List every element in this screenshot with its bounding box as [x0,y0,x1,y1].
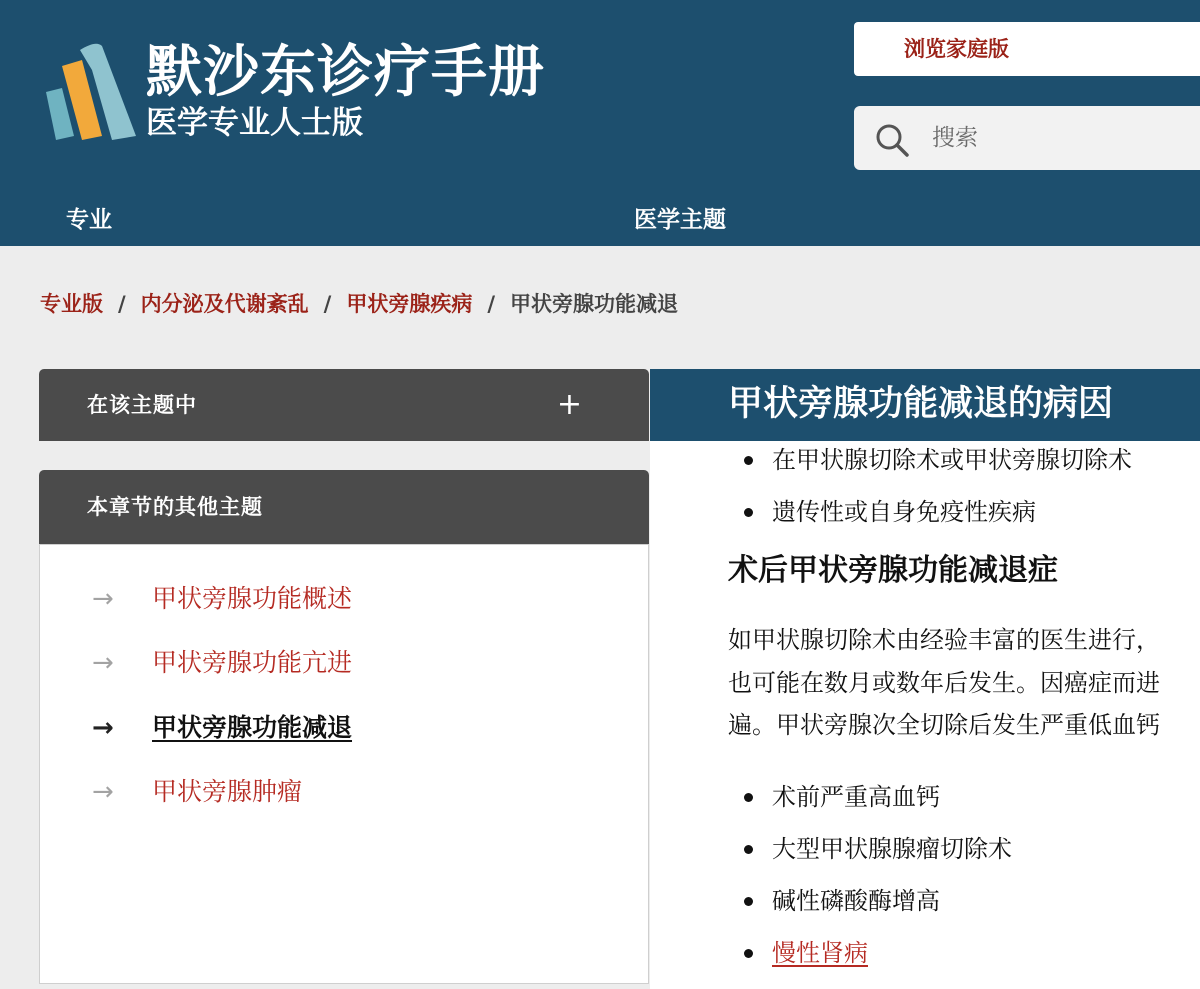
bullet-icon [744,793,753,802]
list-item: 大型甲状腺腺瘤切除术 [772,831,1012,867]
in-topic-toggle[interactable] [39,369,649,441]
breadcrumb-link-parathyroid[interactable]: 甲状旁腺疾病 [346,292,473,316]
nav-medical-topics[interactable]: 医学主题 [634,207,726,233]
consumer-version-button[interactable]: 浏览家庭版 [854,22,1200,76]
list-item: 碱性磷酸酶增高 [772,883,940,919]
paragraph-line: 遍。甲状旁腺次全切除后发生严重低血钙 [728,711,1160,739]
breadcrumb-separator: / [118,292,126,316]
site-header [0,0,1200,246]
search-box[interactable] [854,106,1200,170]
section-title: 甲状旁腺功能减退的病因 [650,369,1200,441]
chapter-topics-header [39,470,649,544]
breadcrumb-link-professional[interactable]: 专业版 [40,292,103,316]
list-item: 术前严重高血钙 [772,779,940,815]
chapter-topics-title: 本章节的其他主题 [87,495,263,519]
sidebar-item-label[interactable]: 甲状旁腺功能概述 [152,584,353,613]
chronic-kidney-disease-link[interactable]: 慢性肾病 [772,939,868,967]
breadcrumb-separator: / [323,292,332,316]
search-icon[interactable] [874,122,910,158]
paragraph-line: 也可能在数月或数年后发生。因癌症而进 [728,669,1160,697]
breadcrumb-current: 甲状旁腺功能减退 [510,292,679,316]
plus-icon[interactable]: + [556,387,583,422]
sidebar-item-hyperparathyroidism[interactable] [92,643,352,683]
bullet-icon [744,897,753,906]
arrow-right-icon: → [92,648,114,678]
sidebar-item-label[interactable]: 甲状旁腺肿瘤 [152,777,303,806]
search-input[interactable] [932,116,1192,160]
bullet-icon [744,456,753,465]
breadcrumb-link-endocrine[interactable]: 内分泌及代谢紊乱 [140,292,309,316]
msd-manuals-logo[interactable] [40,40,140,142]
subheading: 术后甲状旁腺功能减退症 [728,553,1058,588]
sidebar-item-tumors[interactable] [92,772,302,812]
arrow-right-icon: → [92,777,114,807]
nav-professional[interactable]: 专业 [66,207,112,233]
list-item: 在甲状腺切除术或甲状旁腺切除术 [772,442,1132,478]
arrow-right-icon: → [92,713,114,743]
breadcrumb-separator: / [487,292,496,316]
paragraph-line: 如甲状腺切除术由经验丰富的医生进行， [728,626,1160,654]
arrow-right-icon: → [92,584,114,614]
sidebar-item-hypoparathyroidism[interactable] [92,708,352,748]
article-content [650,369,1200,989]
site-subtitle: 医学专业人士版 [146,105,363,141]
list-item [772,935,868,971]
sidebar-item-label[interactable]: 甲状旁腺功能亢进 [152,648,353,677]
list-item: 遗传性或自身免疫性疾病 [772,494,1036,530]
sidebar-item-label[interactable]: 甲状旁腺功能减退 [152,713,353,742]
sidebar-item-overview[interactable] [92,579,352,619]
site-title[interactable]: 默沙东诊疗手册 [146,40,545,105]
breadcrumb [40,286,678,322]
in-topic-title: 在该主题中 [87,393,197,417]
bullet-icon [744,508,753,517]
bullet-icon [744,949,753,958]
bullet-icon [744,845,753,854]
chapter-topics-list [39,544,649,984]
